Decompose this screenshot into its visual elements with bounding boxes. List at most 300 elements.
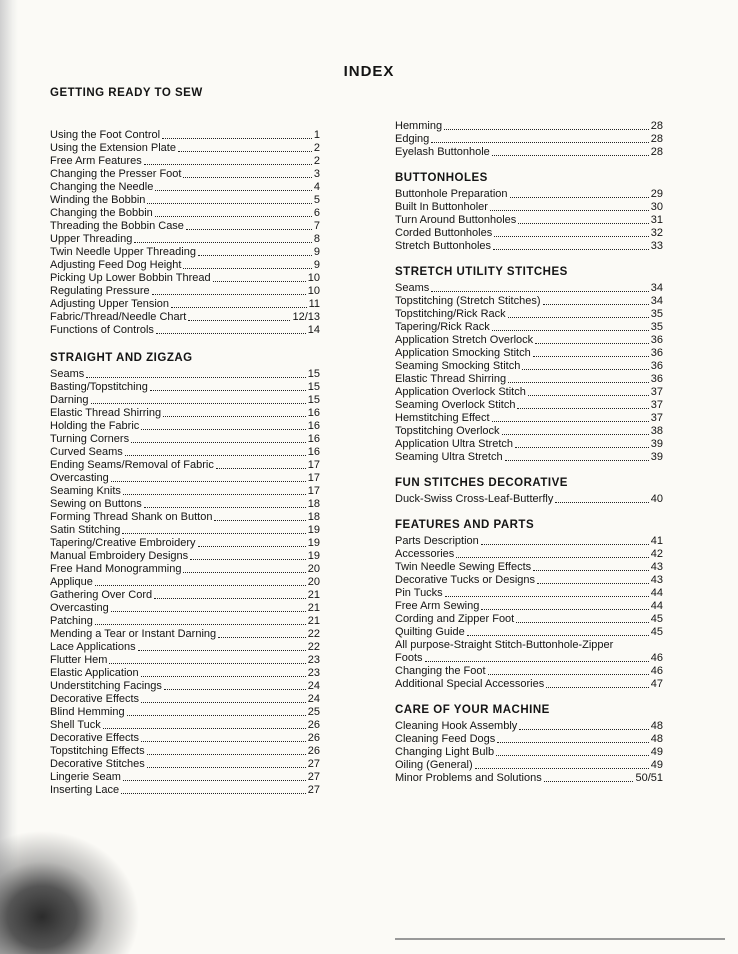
entry-label: Parts Description <box>395 535 479 547</box>
dot-leader <box>144 506 306 508</box>
index-entry <box>50 784 320 797</box>
entry-page-number: 7 <box>313 220 320 232</box>
entry-label: Adjusting Feed Dog Height <box>50 259 182 271</box>
entry-page-number: 37 <box>650 412 663 424</box>
index-entry <box>50 745 320 758</box>
dot-leader <box>147 766 306 768</box>
entry-label: Applique <box>50 576 93 588</box>
entry-page-number: 21 <box>307 615 320 627</box>
entry-label: Cleaning Hook Assembly <box>395 720 518 732</box>
entry-label: Elastic Thread Shirring <box>50 407 162 419</box>
entry-label: Free Hand Monogramming <box>50 563 182 575</box>
entry-page-number: 26 <box>307 732 320 744</box>
entry-label: Overcasting <box>50 472 109 484</box>
dot-leader <box>216 467 306 469</box>
entry-page-number: 16 <box>307 446 320 458</box>
index-entry <box>395 438 663 451</box>
index-entry <box>395 373 663 386</box>
entry-label: Twin Needle Sewing Effects <box>395 561 532 573</box>
index-entry <box>395 548 663 561</box>
index-entry <box>50 693 320 706</box>
entry-page-number: 20 <box>307 576 320 588</box>
right-column <box>395 120 663 785</box>
index-entry <box>395 201 663 214</box>
entry-label: Changing the Needle <box>50 181 154 193</box>
entry-page-number: 46 <box>650 652 663 664</box>
index-entry <box>50 576 320 589</box>
entry-page-number: 42 <box>650 548 663 560</box>
entry-page-number: 28 <box>650 120 663 132</box>
entry-page-number: 32 <box>650 227 663 239</box>
index-entry <box>50 394 320 407</box>
entry-label: Changing Light Bulb <box>395 746 495 758</box>
scan-edge-shadow <box>0 0 18 954</box>
index-entry <box>395 347 663 360</box>
entry-label: Picking Up Lower Bobbin Thread <box>50 272 211 284</box>
entry-page-number: 17 <box>307 472 320 484</box>
index-entry <box>395 214 663 227</box>
entry-label: Satin Stitching <box>50 524 121 536</box>
entry-page-number: 9 <box>313 259 320 271</box>
entry-page-number: 48 <box>650 733 663 745</box>
dot-leader <box>141 428 305 430</box>
index-entry <box>50 285 320 298</box>
dot-leader <box>141 740 306 742</box>
entry-page-number: 15 <box>307 394 320 406</box>
dot-leader <box>109 662 305 664</box>
entry-label: Seaming Knits <box>50 485 121 497</box>
entry-page-number: 18 <box>307 498 320 510</box>
index-entry <box>50 142 320 155</box>
dot-leader <box>213 280 306 282</box>
entry-label: Foots <box>395 652 423 664</box>
entry-label: Seams <box>395 282 430 294</box>
entry-label: Turning Corners <box>50 433 130 445</box>
entry-page-number: 36 <box>650 360 663 372</box>
entry-label: Buttonhole Preparation <box>395 188 508 200</box>
scan-smudge <box>0 830 140 954</box>
index-entry <box>395 451 663 464</box>
dot-leader <box>183 571 305 573</box>
dot-leader <box>218 636 306 638</box>
index-entry <box>50 524 320 537</box>
entry-page-number: 41 <box>650 535 663 547</box>
entry-label: Manual Embroidery Designs <box>50 550 189 562</box>
index-entry <box>50 324 320 337</box>
entry-list <box>395 720 663 785</box>
index-entry <box>395 282 663 295</box>
dot-leader <box>444 128 649 130</box>
entry-label: Gathering Over Cord <box>50 589 153 601</box>
dot-leader <box>127 714 306 716</box>
entry-page-number: 47 <box>650 678 663 690</box>
entry-label: Hemming <box>395 120 443 132</box>
entry-page-number: 20 <box>307 563 320 575</box>
entry-page-number: 37 <box>650 386 663 398</box>
index-entry <box>50 472 320 485</box>
entry-page-number: 34 <box>650 295 663 307</box>
dot-leader <box>121 792 306 794</box>
dot-leader <box>103 727 306 729</box>
entry-list <box>50 129 320 337</box>
index-entry <box>395 295 663 308</box>
entry-label: Decorative Effects <box>50 693 140 705</box>
dot-leader <box>517 407 648 409</box>
index-entry <box>395 600 663 613</box>
index-entry <box>395 188 663 201</box>
entry-label: Eyelash Buttonhole <box>395 146 490 158</box>
index-entry <box>50 220 320 233</box>
entry-page-number: 36 <box>650 347 663 359</box>
entry-page-number: 4 <box>313 181 320 193</box>
index-entry <box>50 628 320 641</box>
scan-bottom-edge <box>395 938 725 940</box>
index-entry <box>50 485 320 498</box>
index-entry <box>50 420 320 433</box>
entry-label: Adjusting Upper Tension <box>50 298 170 310</box>
index-entry <box>50 459 320 472</box>
entry-label: Free Arm Features <box>50 155 142 167</box>
dot-leader <box>519 728 648 730</box>
entry-label: Free Arm Sewing <box>395 600 480 612</box>
entry-page-number: 30 <box>650 201 663 213</box>
index-entry <box>50 381 320 394</box>
dot-leader <box>155 189 312 191</box>
index-entry <box>395 772 663 785</box>
section-heading-fun-stitches: FUN STITCHES DECORATIVE <box>395 477 568 489</box>
entry-page-number: 15 <box>307 368 320 380</box>
dot-leader <box>164 688 306 690</box>
entry-page-number: 45 <box>650 613 663 625</box>
entry-page-number: 16 <box>307 433 320 445</box>
dot-leader <box>518 222 648 224</box>
entry-page-number: 27 <box>307 758 320 770</box>
entry-page-number: 10 <box>307 272 320 284</box>
entry-page-number: 22 <box>307 628 320 640</box>
dot-leader <box>492 329 649 331</box>
dot-leader <box>546 686 649 688</box>
dot-leader <box>496 754 649 756</box>
entry-label: Topstitching Effects <box>50 745 145 757</box>
entry-page-number: 24 <box>307 680 320 692</box>
entry-page-number: 9 <box>313 246 320 258</box>
entry-label: Using the Foot Control <box>50 129 161 141</box>
entry-page-number: 39 <box>650 451 663 463</box>
index-entry <box>395 334 663 347</box>
entry-page-number: 29 <box>650 188 663 200</box>
index-entry <box>50 272 320 285</box>
dot-leader <box>95 584 306 586</box>
entry-page-number: 16 <box>307 407 320 419</box>
section-heading-features-parts: FEATURES AND PARTS <box>395 519 535 531</box>
dot-leader <box>522 368 648 370</box>
section-heading-buttonholes: BUTTONHOLES <box>395 172 488 184</box>
index-entry <box>50 563 320 576</box>
dot-leader <box>111 480 306 482</box>
dot-leader <box>533 355 649 357</box>
index-entry <box>50 194 320 207</box>
entry-label: Seaming Smocking Stitch <box>395 360 521 372</box>
index-entry <box>50 233 320 246</box>
entry-page-number: 48 <box>650 720 663 732</box>
entry-label: Twin Needle Upper Threading <box>50 246 196 258</box>
dot-leader <box>86 376 306 378</box>
dot-leader <box>150 389 306 391</box>
index-entry <box>395 587 663 600</box>
page-title: INDEX <box>343 63 395 80</box>
entry-label: Basting/Topstitching <box>50 381 148 393</box>
entry-label: Understitching Facings <box>50 680 162 692</box>
index-entry <box>395 652 663 665</box>
entry-label: Using the Extension Plate <box>50 142 176 154</box>
entry-label: Edging <box>395 133 430 145</box>
entry-page-number: 35 <box>650 321 663 333</box>
entry-label: Additional Special Accessories <box>395 678 545 690</box>
entry-page-number: 39 <box>650 438 663 450</box>
index-entry <box>50 168 320 181</box>
index-entry <box>50 732 320 745</box>
entry-label: Lace Applications <box>50 641 136 653</box>
entry-label: Blind Hemming <box>50 706 125 718</box>
index-entry <box>50 207 320 220</box>
dot-leader <box>188 319 290 321</box>
dot-leader <box>544 780 634 782</box>
dot-leader <box>537 582 649 584</box>
dot-leader <box>111 610 306 612</box>
left-column <box>50 87 320 797</box>
dot-leader <box>481 608 648 610</box>
entry-page-number: 49 <box>650 759 663 771</box>
dot-leader <box>138 649 306 651</box>
index-entry <box>50 433 320 446</box>
entry-label: Application Smocking Stitch <box>395 347 531 359</box>
index-entry <box>50 680 320 693</box>
index-entry <box>50 771 320 784</box>
dot-leader <box>91 402 306 404</box>
index-entry <box>395 360 663 373</box>
index-entry <box>50 246 320 259</box>
entry-label: Overcasting <box>50 602 109 614</box>
entry-page-number: 50/51 <box>635 772 663 784</box>
index-entry <box>50 129 320 142</box>
entry-page-number: 17 <box>307 459 320 471</box>
dot-leader <box>95 623 306 625</box>
entry-label: Turn Around Buttonholes <box>395 214 517 226</box>
entry-label: Darning <box>50 394 89 406</box>
dot-leader <box>425 660 649 662</box>
entry-page-number: 11 <box>308 298 320 310</box>
index-entry <box>50 550 320 563</box>
dot-leader <box>147 753 306 755</box>
entry-page-number: 28 <box>650 146 663 158</box>
section-heading-straight-zigzag: STRAIGHT AND ZIGZAG <box>50 352 193 364</box>
entry-page-number: 1 <box>313 129 320 141</box>
dot-leader <box>162 137 312 139</box>
entry-page-number: 12/13 <box>292 311 320 323</box>
entry-list <box>395 120 663 159</box>
index-entry <box>395 133 663 146</box>
entry-page-number: 45 <box>650 626 663 638</box>
index-entry <box>50 298 320 311</box>
entry-label: Threading the Bobbin Case <box>50 220 184 232</box>
entry-label: Topstitching (Stretch Stitches) <box>395 295 541 307</box>
dot-leader <box>134 241 312 243</box>
index-entry <box>395 146 663 159</box>
index-entry <box>50 511 320 524</box>
entry-label: Mending a Tear or Instant Darning <box>50 628 217 640</box>
entry-page-number: 49 <box>650 746 663 758</box>
entry-label: Fabric/Thread/Needle Chart <box>50 311 187 323</box>
dot-leader <box>555 501 648 503</box>
index-entry <box>395 746 663 759</box>
index-entry <box>395 321 663 334</box>
entry-label: Sewing on Buttons <box>50 498 142 510</box>
dot-leader <box>492 420 649 422</box>
dot-leader <box>497 741 648 743</box>
dot-leader <box>214 519 305 521</box>
index-entry <box>395 535 663 548</box>
entry-page-number: 43 <box>650 574 663 586</box>
dot-leader <box>147 202 311 204</box>
entry-page-number: 26 <box>307 719 320 731</box>
entry-label: Decorative Tucks or Designs <box>395 574 535 586</box>
entry-label: Accessories <box>395 548 455 560</box>
index-entry <box>50 446 320 459</box>
index-entry <box>50 311 320 324</box>
dot-leader <box>508 381 649 383</box>
index-entry <box>395 240 663 253</box>
entry-label: Application Stretch Overlock <box>395 334 534 346</box>
entry-label: Elastic Application <box>50 667 139 679</box>
entry-label: Corded Buttonholes <box>395 227 493 239</box>
dot-leader <box>505 459 649 461</box>
dot-leader <box>141 701 306 703</box>
dot-leader <box>163 415 306 417</box>
index-entry <box>395 626 663 639</box>
entry-page-number: 43 <box>650 561 663 573</box>
dot-leader <box>445 595 649 597</box>
entry-page-number: 17 <box>307 485 320 497</box>
index-entry <box>395 759 663 772</box>
index-entry <box>50 719 320 732</box>
index-entry <box>50 407 320 420</box>
entry-page-number: 40 <box>650 493 663 505</box>
entry-label: Lingerie Seam <box>50 771 121 783</box>
index-entry <box>50 654 320 667</box>
index-entry <box>395 425 663 438</box>
dot-leader <box>198 254 312 256</box>
entry-label: Quilting Guide <box>395 626 465 638</box>
dot-leader <box>154 597 306 599</box>
entry-page-number: 6 <box>313 207 320 219</box>
dot-leader <box>122 532 305 534</box>
entry-page-number: 16 <box>307 420 320 432</box>
entry-page-number: 46 <box>650 665 663 677</box>
entry-page-number: 38 <box>650 425 663 437</box>
index-entry <box>395 561 663 574</box>
entry-page-number: 44 <box>650 587 663 599</box>
entry-page-number: 2 <box>313 142 320 154</box>
dot-leader <box>144 163 312 165</box>
entry-label: Decorative Effects <box>50 732 140 744</box>
dot-leader <box>515 446 649 448</box>
entry-page-number: 19 <box>307 550 320 562</box>
entry-page-number: 18 <box>307 511 320 523</box>
entry-list <box>395 188 663 253</box>
dot-leader <box>516 621 649 623</box>
index-entry <box>50 259 320 272</box>
entry-label: Oiling (General) <box>395 759 473 771</box>
entry-page-number: 5 <box>313 194 320 206</box>
entry-page-number: 3 <box>313 168 320 180</box>
entry-label: Application Overlock Stitch <box>395 386 526 398</box>
dot-leader <box>123 493 306 495</box>
index-entry <box>395 613 663 626</box>
entry-page-number: 33 <box>650 240 663 252</box>
entry-page-number: 26 <box>307 745 320 757</box>
entry-page-number: 2 <box>313 155 320 167</box>
entry-label: Duck-Swiss Cross-Leaf-Butterfly <box>395 493 554 505</box>
entry-label: Winding the Bobbin <box>50 194 146 206</box>
entry-label: Stretch Buttonholes <box>395 240 492 252</box>
section-heading-stretch-utility: STRETCH UTILITY STITCHES <box>395 266 568 278</box>
dot-leader <box>190 558 306 560</box>
entry-label: Topstitching/Rick Rack <box>395 308 506 320</box>
entry-label: Tapering/Rick Rack <box>395 321 490 333</box>
entry-label: Flutter Hem <box>50 654 108 666</box>
entry-label: Inserting Lace <box>50 784 120 796</box>
entry-label: Patching <box>50 615 93 627</box>
dot-leader <box>141 675 306 677</box>
entry-page-number: 19 <box>307 524 320 536</box>
entry-label: Changing the Foot <box>395 665 486 677</box>
index-entry <box>50 615 320 628</box>
entry-page-number: 36 <box>650 334 663 346</box>
entry-label: Seams <box>50 368 85 380</box>
entry-page-number: 21 <box>307 589 320 601</box>
index-entry <box>50 498 320 511</box>
entry-label: Regulating Pressure <box>50 285 150 297</box>
index-entry <box>395 227 663 240</box>
dot-leader <box>543 303 649 305</box>
entry-page-number: 44 <box>650 600 663 612</box>
index-entry <box>395 493 663 506</box>
index-entry <box>50 667 320 680</box>
dot-leader <box>456 556 648 558</box>
entry-page-number: 35 <box>650 308 663 320</box>
entry-page-number: 22 <box>307 641 320 653</box>
entry-label: Application Ultra Stretch <box>395 438 513 450</box>
entry-page-number: 23 <box>307 667 320 679</box>
entry-label: Shell Tuck <box>50 719 101 731</box>
entry-page-number: 27 <box>307 784 320 796</box>
dot-leader <box>198 545 306 547</box>
index-entry <box>395 308 663 321</box>
entry-label: Hemstitching Effect <box>395 412 490 424</box>
dot-leader <box>178 150 312 152</box>
entry-page-number: 31 <box>650 214 663 226</box>
entry-label: Built In Buttonholer <box>395 201 488 213</box>
dot-leader <box>156 332 306 334</box>
index-entry <box>395 412 663 425</box>
dot-leader <box>152 293 306 295</box>
entry-page-number: 8 <box>313 233 320 245</box>
index-entry <box>395 574 663 587</box>
dot-leader <box>492 154 649 156</box>
entry-label: Forming Thread Shank on Button <box>50 511 213 523</box>
entry-list <box>50 368 320 797</box>
dot-leader <box>125 454 306 456</box>
